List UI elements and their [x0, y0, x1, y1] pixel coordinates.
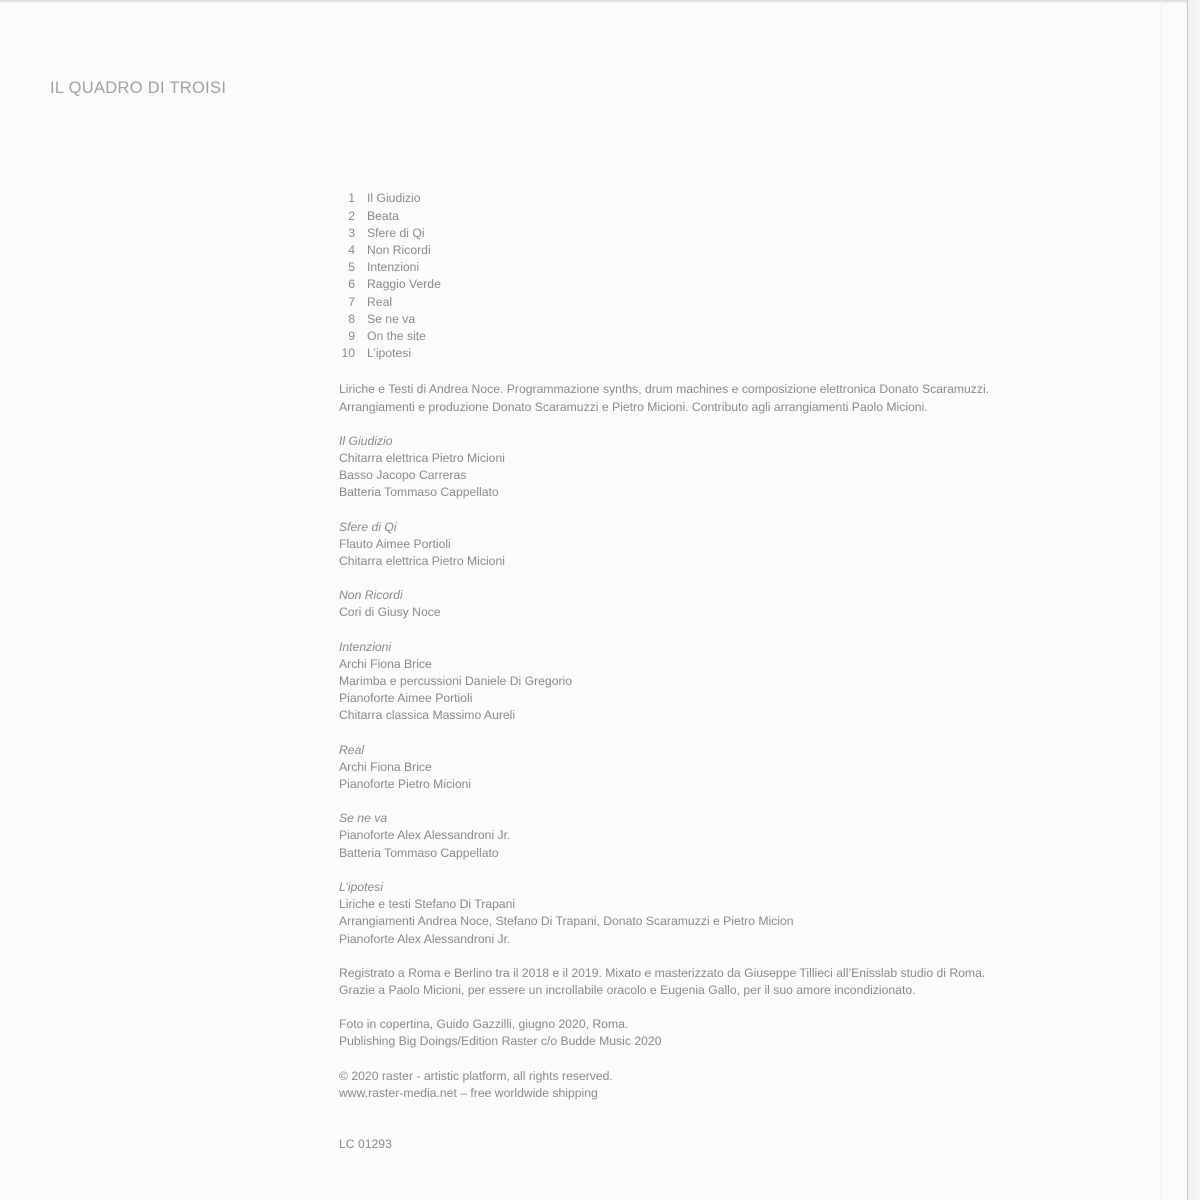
track-credits-se-ne-va	[339, 810, 989, 862]
track-title: Non Ricordi	[367, 243, 431, 257]
credit-line: Marimba e percussioni Daniele Di Gregorio	[339, 674, 573, 689]
credit-line: Chitarra elettrica Pietro Micioni	[339, 451, 505, 466]
track-number: 2	[348, 208, 355, 223]
track-credits-intenzioni	[339, 639, 989, 725]
track-credits-non-ricordi	[339, 587, 989, 621]
track-credits-lipotesi	[339, 879, 989, 948]
track-row	[339, 208, 989, 225]
website-line: www.raster-media.net – free worldwide shipping	[339, 1085, 598, 1100]
track-number: 1	[348, 191, 355, 206]
track-credits-heading: Intenzioni	[339, 639, 392, 654]
track-title: L’ipotesi	[367, 346, 412, 361]
label-code: LC 01293	[339, 1136, 392, 1151]
track-credits-il-giudizio	[339, 433, 989, 502]
scan-edge-top	[0, 0, 1187, 3]
thanks-line: Grazie a Paolo Micioni, per essere un incrollabile oracolo e Eugenia Gallo, per il suo amore incondizionato.	[339, 982, 916, 997]
credit-line: Arrangiamenti e produzione Donato Scaramuzzi e Pietro Micioni. Contributo agli arrangiamenti Paolo Micioni.	[339, 399, 928, 414]
track-title: Raggio Verde	[367, 277, 441, 292]
tracklist	[339, 190, 989, 362]
track-credits-heading: L’ipotesi	[339, 879, 384, 894]
credit-line: Basso Jacopo Carreras	[339, 468, 467, 483]
track-title: Sfere di Qi	[367, 225, 425, 240]
track-title: Real	[367, 294, 393, 309]
track-row	[339, 311, 989, 328]
scan-edge-right	[1187, 0, 1200, 1200]
credit-line: Pianoforte Alex Alessandroni Jr.	[339, 828, 511, 843]
scan-fold-line	[1161, 0, 1162, 1200]
track-credits-heading: Il Giudizio	[339, 433, 393, 448]
track-credits-heading: Se ne va	[339, 811, 388, 826]
credit-line: Arrangiamenti Andrea Noce, Stefano Di Trapani, Donato Scaramuzzi e Pietro Micion	[339, 914, 794, 929]
track-number: 6	[348, 277, 355, 292]
track-row	[339, 345, 989, 362]
track-title: Beata	[367, 208, 399, 223]
track-row	[339, 259, 989, 276]
credit-line: Archi Fiona Brice	[339, 656, 432, 671]
credit-line: Batteria Tommaso Cappellato	[339, 485, 499, 500]
track-number: 8	[348, 311, 355, 326]
credit-line: Cori di Giusy Noce	[339, 605, 441, 620]
track-number: 5	[348, 260, 355, 275]
track-title: Il Giudizio	[367, 191, 421, 206]
track-row	[339, 225, 989, 242]
credit-line: Flauto Aimee Portioli	[339, 536, 451, 551]
credit-line: Chitarra classica Massimo Aureli	[339, 708, 516, 723]
copyright-line: © 2020 raster - artistic platform, all rights reserved.	[339, 1068, 613, 1083]
track-number: 7	[348, 294, 355, 309]
credit-line: Batteria Tommaso Cappellato	[339, 845, 499, 860]
track-number: 9	[348, 329, 355, 344]
track-credits-real	[339, 742, 989, 794]
general-credits	[339, 381, 989, 415]
credits-column	[339, 190, 989, 1153]
photo-publishing-notes	[339, 1016, 989, 1050]
credit-line: Pianoforte Aimee Portioli	[339, 691, 473, 706]
photo-credit-line: Foto in copertina, Guido Gazzilli, giugno 2020, Roma.	[339, 1017, 629, 1032]
track-title: Se ne va	[367, 311, 416, 326]
recording-line: Registrato a Roma e Berlino tra il 2018 e il 2019. Mixato e masterizzato da Giuseppe Tillieci all’Enisslab studio di Roma.	[339, 965, 986, 980]
credit-line: Archi Fiona Brice	[339, 759, 432, 774]
recording-notes	[339, 965, 989, 999]
credit-line: Chitarra elettrica Pietro Micioni	[339, 554, 505, 569]
credit-line: Pianoforte Alex Alessandroni Jr.	[339, 931, 511, 946]
track-credits-heading: Non Ricordi	[339, 588, 403, 603]
track-number: 3	[348, 225, 355, 240]
track-row	[339, 190, 989, 207]
credit-line: Liriche e Testi di Andrea Noce. Programmazione synths, drum machines e composizione elettronica Donato Scaramuzzi.	[339, 382, 990, 397]
track-title: Intenzioni	[367, 260, 420, 275]
credit-line: Pianoforte Pietro Micioni	[339, 777, 472, 792]
track-credits-sfere-di-qi	[339, 519, 989, 571]
track-number: 4	[348, 243, 355, 257]
copyright-notes	[339, 1068, 989, 1102]
track-row	[339, 242, 989, 259]
track-number: 10	[341, 346, 355, 361]
album-title: IL QUADRO DI TROISI	[50, 79, 227, 97]
track-row	[339, 328, 989, 345]
track-credits-heading: Real	[339, 742, 365, 757]
credit-line: Liriche e testi Stefano Di Trapani	[339, 897, 516, 912]
track-title: On the site	[367, 329, 426, 344]
publishing-line: Publishing Big Doings/Edition Raster c/o Budde Music 2020	[339, 1034, 662, 1049]
label-code-block	[339, 1136, 989, 1153]
track-row	[339, 294, 989, 311]
track-row	[339, 276, 989, 293]
track-credits-heading: Sfere di Qi	[339, 519, 397, 534]
